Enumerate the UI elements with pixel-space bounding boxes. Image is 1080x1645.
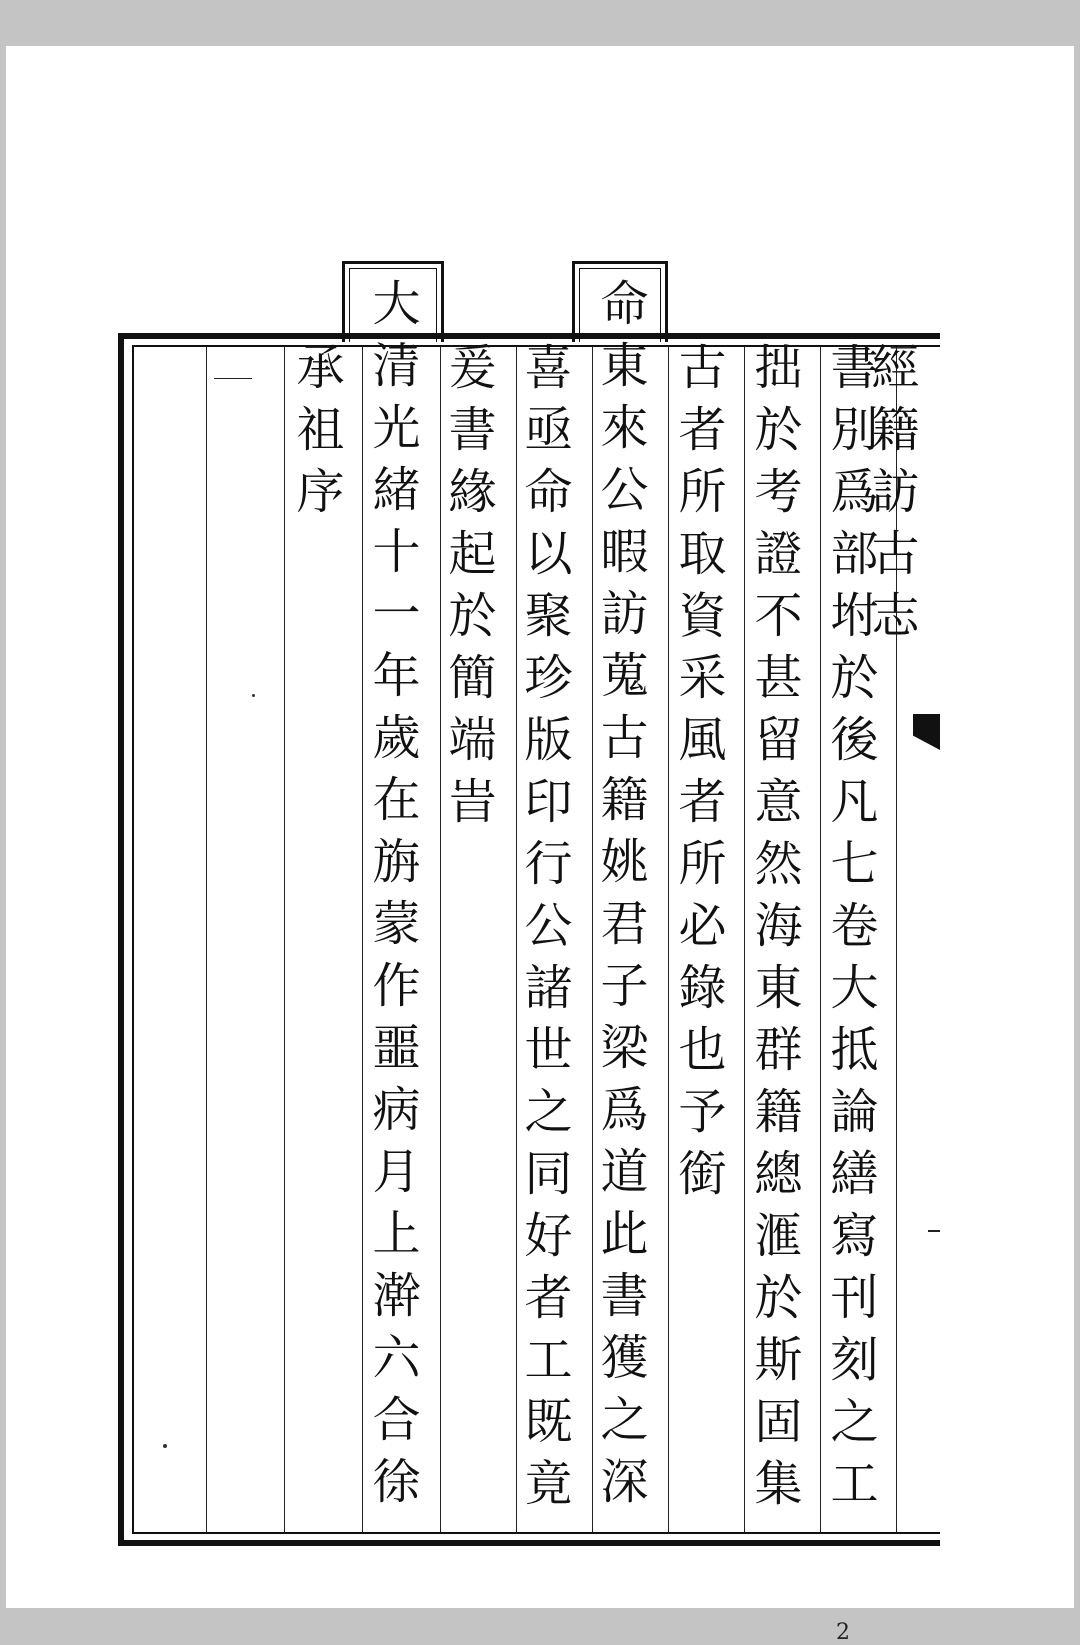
text-column-2: 拙於考證不甚留意然海東群籍總滙於斯固集 xyxy=(746,342,802,1520)
text-column-3: 古者所取資采風者所必錄也予銜 xyxy=(670,342,726,1210)
text-column-4: 命東來公暇訪蒐古籍姚君子梁爲道此書獲之深 xyxy=(592,278,648,1518)
text-column-8: 承祖序 xyxy=(288,342,344,528)
scan-speck xyxy=(252,694,255,697)
scan-speck xyxy=(163,1444,167,1448)
text-column-title: 經籍訪古志 xyxy=(863,342,919,652)
scan-mark xyxy=(928,1230,940,1232)
column-rule xyxy=(206,347,207,1532)
text-column-6: 爰書緣起於簡端旹 xyxy=(440,342,496,838)
document-page xyxy=(6,46,1074,1645)
scan-mark xyxy=(214,378,252,379)
text-column-7: 大清光緒十一年歲在旃蒙作噩病月上澣六合徐 xyxy=(364,278,420,1518)
text-column-1: 書別爲部坿於後凡七卷大抵論繕寫刊刻之工 xyxy=(822,342,878,1520)
text-column-5: 喜亟命以聚珍版印行公諸世之同好者工既竟 xyxy=(516,342,572,1520)
page-number: 2 xyxy=(836,1620,850,1645)
